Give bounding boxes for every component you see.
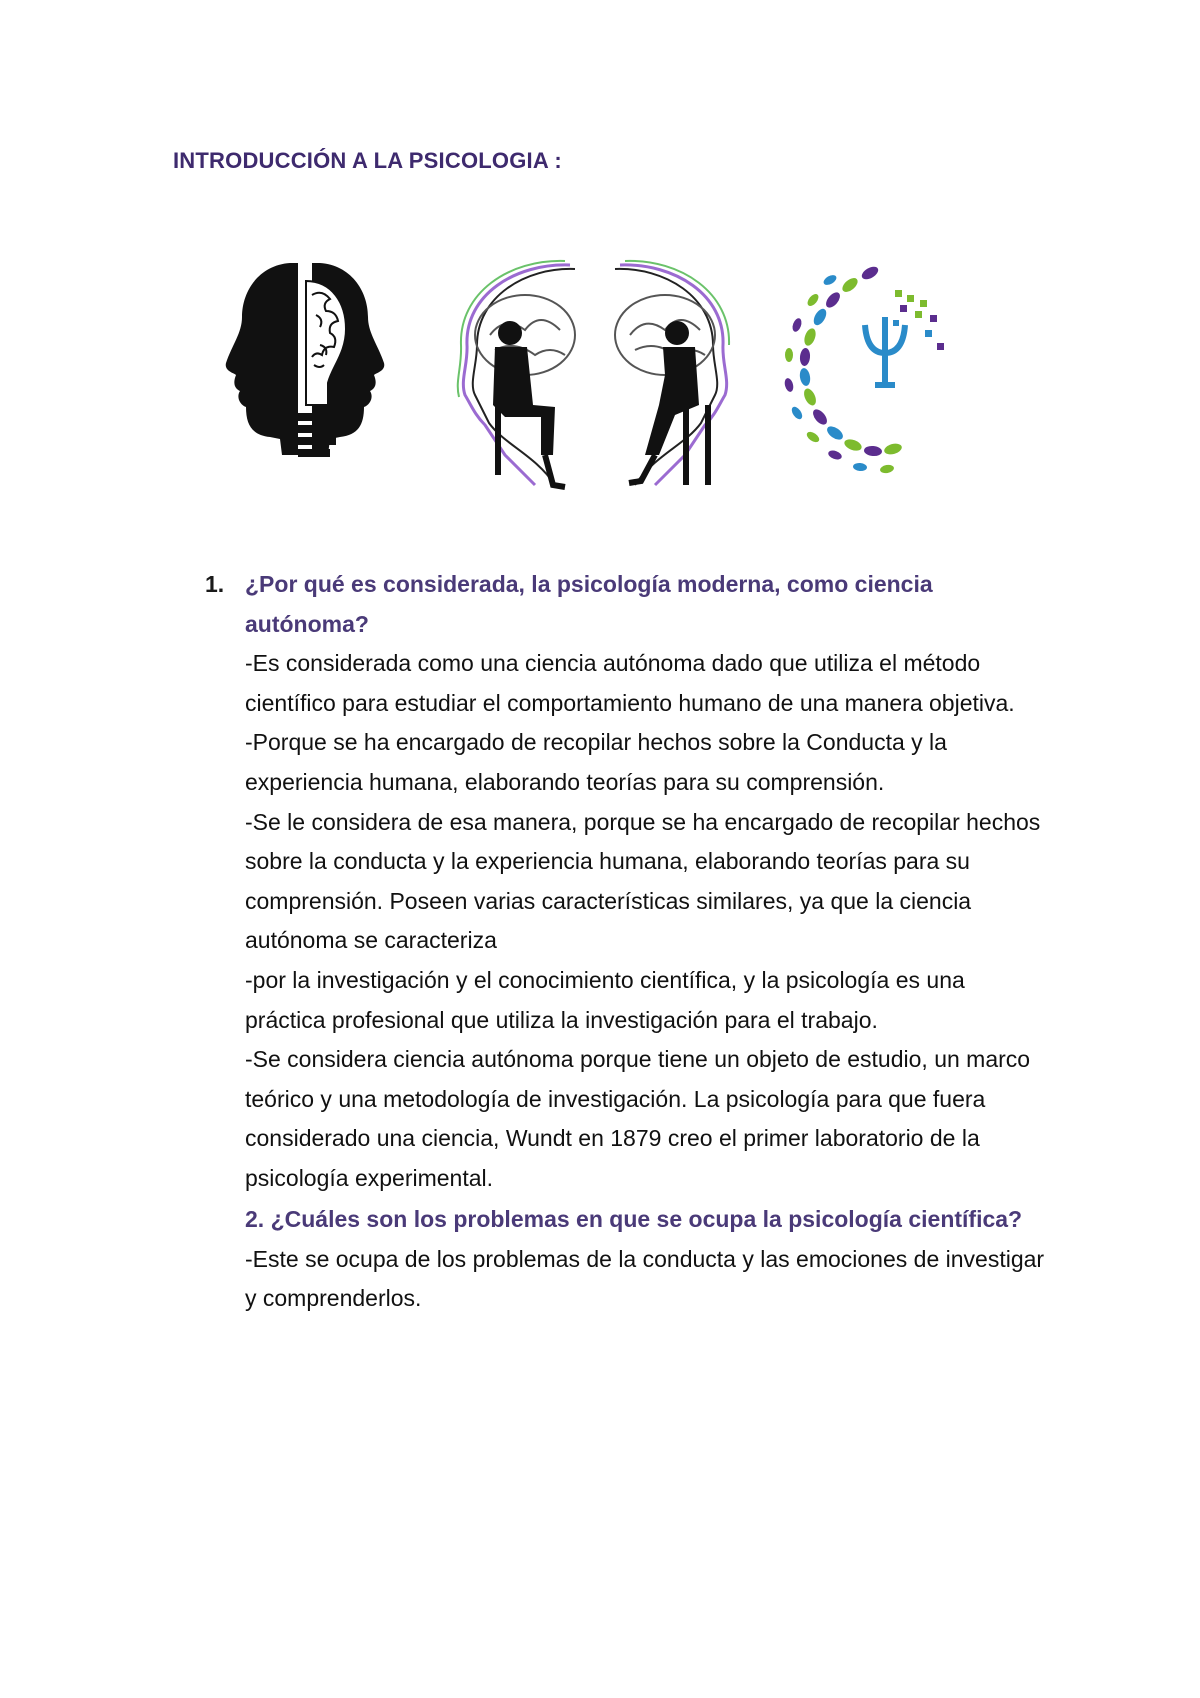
- answer-paragraph: -Se considera ciencia autónoma porque tiene un objeto de estudio, un marco teórico y una metodología de investigación. La psicología para que fuera considerado una ciencia, Wundt en 1879 creo el primer laboratorio de la psicología experimental.: [245, 1046, 1031, 1191]
- two-heads-therapy-session-icon: [445, 255, 745, 517]
- answer-paragraph: -Porque se ha encargado de recopilar hechos sobre la Conducta y la experiencia humana, elaborando teorías para su comprensión.: [245, 729, 947, 795]
- psi-leaf-logo-icon: [775, 255, 990, 495]
- answer-paragraph: -por la investigación y el conocimiento científica, y la psicología es una práctica profesional que utiliza la investigación para el trabajo.: [245, 966, 965, 1033]
- answer-paragraph: -Es considerada como una ciencia autónoma dado que utiliza el método científico para estudiar el comportamiento humano de una manera objetiva.: [245, 650, 1015, 716]
- illustrations-row: [220, 255, 1000, 517]
- question-1-number: 1.: [205, 571, 225, 597]
- answer-paragraph: -Se le considera de esa manera, porque se ha encargado de recopilar hechos sobre la conducta y la experiencia humana, elaborando teorías para su comprensión. Poseen varias características similares, ya que la ciencia autónoma se caracteriza: [245, 808, 1041, 954]
- question-2-block: [245, 1200, 1045, 1319]
- page-title: INTRODUCCIÓN A LA PSICOLOGIA :: [173, 148, 562, 173]
- head-lightbulb-brain-icon: [220, 255, 390, 517]
- question-1-block: [205, 565, 1045, 1199]
- question-1-answers: [245, 644, 1045, 1198]
- question-1-text: ¿Por qué es considerada, la psicología moderna, como ciencia autónoma?: [245, 571, 933, 637]
- question-2-text: 2. ¿Cuáles son los problemas en que se ocupa la psicología científica?: [245, 1206, 1023, 1232]
- answer-paragraph: -Este se ocupa de los problemas de la conducta y las emociones de investigar y comprenderlos.: [245, 1245, 1045, 1312]
- question-2-answers: [245, 1240, 1045, 1319]
